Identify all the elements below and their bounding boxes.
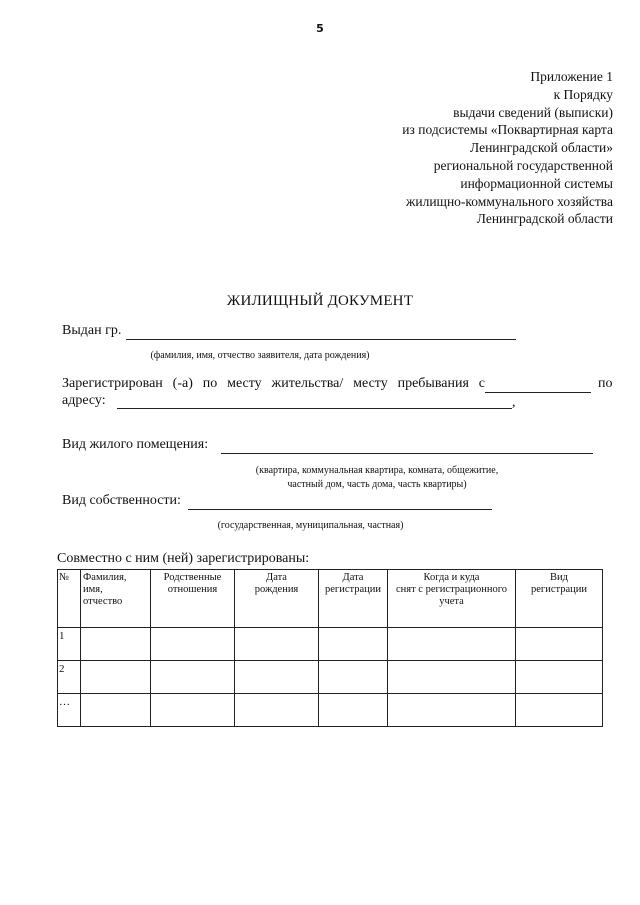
appendix-line: жилищно-коммунального хозяйства — [406, 193, 613, 209]
table-cell[interactable] — [81, 661, 151, 694]
table-caption: Совместно с ним (ней) зарегистрированы: — [57, 551, 310, 566]
premises-fill-line[interactable] — [221, 453, 593, 454]
issued-label: Выдан гр. — [62, 323, 122, 338]
issued-fill-line[interactable] — [126, 339, 516, 340]
registered-label: Зарегистрирован (-а) по месту жительства/ месту пребывания с — [62, 376, 485, 391]
appendix-line: из подсистемы «Поквартирная карта — [402, 122, 613, 138]
table-cell[interactable] — [81, 694, 151, 727]
table-cell[interactable] — [235, 661, 319, 694]
table-cell[interactable] — [319, 661, 388, 694]
table-cell[interactable] — [516, 661, 603, 694]
appendix-line: региональной государственной — [433, 157, 613, 173]
table-cell[interactable] — [81, 628, 151, 661]
table-cell[interactable] — [235, 694, 319, 727]
table-cell[interactable] — [388, 628, 516, 661]
header-registration-date: Дата регистрации — [319, 570, 388, 628]
table-cell[interactable] — [516, 694, 603, 727]
table-cell[interactable] — [516, 628, 603, 661]
ownership-fill-line[interactable] — [188, 509, 492, 510]
header-relation: Родственные отношения — [151, 570, 235, 628]
registered-date-line[interactable] — [485, 392, 591, 393]
ownership-hint: (государственная, муниципальная, частная) — [217, 520, 404, 531]
registered-suffix: по — [598, 376, 613, 391]
issued-hint: (фамилия, имя, отчество заявителя, дата рождения) — [150, 350, 370, 361]
document-title: ЖИЛИЩНЫЙ ДОКУМЕНТ — [226, 293, 414, 309]
header-registration-type: Вид регистрации — [516, 570, 603, 628]
page-number: 5 — [316, 22, 324, 35]
table-cell[interactable] — [319, 628, 388, 661]
premises-label: Вид жилого помещения: — [62, 437, 209, 452]
row-number: … — [58, 694, 81, 727]
table-cell[interactable] — [151, 628, 235, 661]
address-label: адресу: — [62, 393, 106, 408]
table-row — [58, 694, 603, 727]
appendix-line: Ленинградской области» — [470, 140, 613, 156]
appendix-line: Ленинградской области — [476, 211, 613, 227]
address-comma: , — [512, 395, 516, 410]
table-cell[interactable] — [388, 661, 516, 694]
table-cell[interactable] — [388, 694, 516, 727]
registrants-table — [57, 569, 603, 727]
table-cell[interactable] — [319, 694, 388, 727]
ownership-label: Вид собственности: — [62, 493, 181, 508]
appendix-line: выдачи сведений (выписки) — [453, 104, 613, 120]
appendix-line: к Порядку — [553, 86, 613, 102]
row-number: 1 — [58, 628, 81, 661]
table-row — [58, 661, 603, 694]
table-row — [58, 628, 603, 661]
header-birth-date: Дата рождения — [235, 570, 319, 628]
header-deregistration: Когда и куда снят с регистрационного учета — [388, 570, 516, 628]
appendix-block — [402, 68, 613, 228]
row-number: 2 — [58, 661, 81, 694]
header-number: № — [58, 570, 81, 628]
address-fill-line[interactable] — [117, 408, 512, 409]
appendix-line: информационной системы — [460, 175, 613, 191]
premises-hint-2: частный дом, часть дома, часть квартиры) — [287, 479, 467, 490]
table-cell[interactable] — [235, 628, 319, 661]
header-full-name: Фамилия, имя, отчество — [81, 570, 151, 628]
table-header-row — [58, 570, 603, 628]
table-cell[interactable] — [151, 694, 235, 727]
appendix-line: Приложение 1 — [530, 69, 613, 84]
table-cell[interactable] — [151, 661, 235, 694]
premises-hint-1: (квартира, коммунальная квартира, комната, общежитие, — [255, 465, 499, 476]
